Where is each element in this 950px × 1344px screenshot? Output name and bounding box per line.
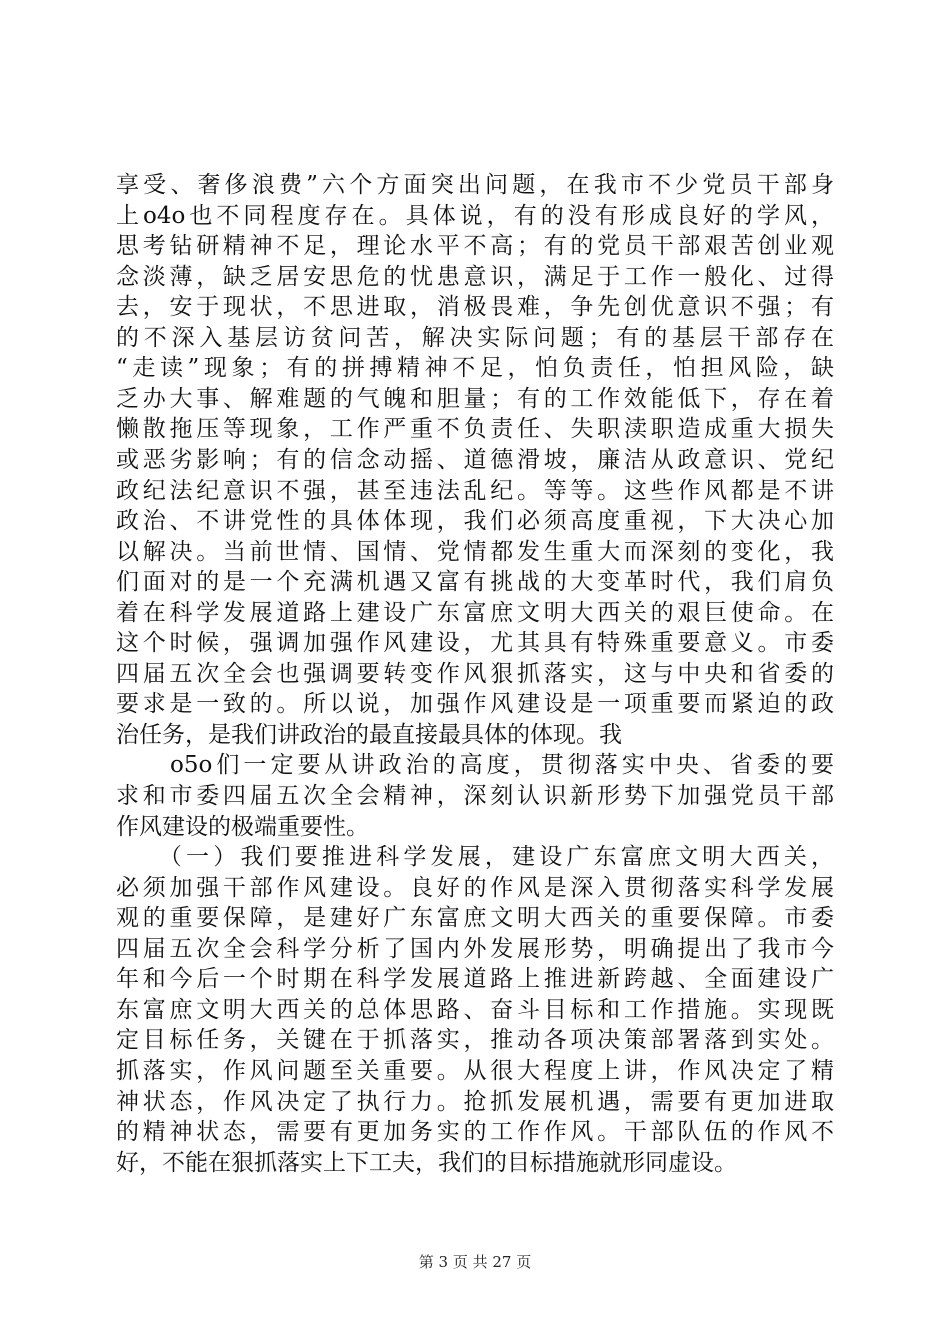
text-line: 作风建设的极端重要性。	[116, 814, 369, 840]
text-line: 乏办大事、解难题的气魄和胆量；有的工作效能低下，存在着	[116, 386, 834, 412]
text-line: 政治、不讲党性的具体体现，我们必须高度重视，下大决心加	[116, 508, 834, 534]
text-line: 着在科学发展道路上建设广东富庶文明大西关的艰巨使命。在	[116, 600, 834, 626]
text-line: 以解决。当前世情、国情、党情都发生重大而深刻的变化，我	[116, 539, 834, 565]
text-line: 或恶劣影响；有的信念动摇、道德滑坡，廉洁从政意识、党纪	[116, 447, 834, 473]
text-line: 的精神状态，需要有更加务实的工作作风。干部队伍的作风不	[116, 1119, 834, 1145]
text-line: 四届五次全会也强调要转变作风狠抓落实，这与中央和省委的	[116, 661, 834, 687]
text-line: 治任务，是我们讲政治的最直接最具体的体现。我	[116, 722, 622, 748]
text-line: 的不深入基层访贫问苦，解决实际问题；有的基层干部存在	[116, 325, 834, 351]
text-line: 求和市委四届五次全会精神，深刻认识新形势下加强党员干部	[116, 783, 834, 809]
text-line: 年和今后一个时期在科学发展道路上推进新跨越、全面建设广	[116, 966, 834, 992]
text-line: 思考钻研精神不足，理论水平不高；有的党员干部艰苦创业观	[116, 233, 834, 259]
text-line: 四届五次全会科学分析了国内外发展形势，明确提出了我市今	[116, 936, 834, 962]
text-line: 享受、奢侈浪费”六个方面突出问题，在我市不少党员干部身	[116, 172, 834, 198]
text-line: 定目标任务，关键在于抓落实，推动各项决策部署落到实处。	[116, 1027, 834, 1053]
text-line: 要求是一致的。所以说，加强作风建设是一项重要而紧迫的政	[116, 691, 834, 717]
text-line: “走读”现象；有的拼搏精神不足，怕负责任，怕担风险，缺	[116, 355, 834, 381]
text-line: 上o4o也不同程度存在。具体说，有的没有形成良好的学风，	[116, 203, 834, 229]
text-line: 东富庶文明大西关的总体思路、奋斗目标和工作措施。实现既	[116, 997, 834, 1023]
text-line: 神状态，作风决定了执行力。抢抓发展机遇，需要有更加进取	[116, 1089, 834, 1115]
text-line: 这个时候，强调加强作风建设，尤其具有特殊重要意义。市委	[116, 630, 834, 656]
text-line: （一）我们要推进科学发展，建设广东富庶文明大西关，	[116, 844, 834, 870]
text-line: 观的重要保障，是建好广东富庶文明大西关的重要保障。市委	[116, 905, 834, 931]
text-line: 懒散拖压等现象，工作严重不负责任、失职渎职造成重大损失	[116, 416, 834, 442]
text-line: 念淡薄，缺乏居安思危的忧患意识，满足于工作一般化、过得	[116, 264, 834, 290]
text-line: 去，安于现状，不思进取，消极畏难，争先创优意识不强；有	[116, 294, 834, 320]
text-line: o5o们一定要从讲政治的高度，贯彻落实中央、省委的要	[116, 752, 834, 778]
text-line: 们面对的是一个充满机遇又富有挑战的大变革时代，我们肩负	[116, 569, 834, 595]
text-line: 好，不能在狠抓落实上下工夫，我们的目标措施就形同虚设。	[116, 1150, 737, 1176]
page-footer: 第 3 页 共 27 页	[418, 1253, 532, 1271]
text-line: 政纪法纪意识不强，甚至违法乱纪。等等。这些作风都是不讲	[116, 478, 834, 504]
text-line: 抓落实，作风问题至关重要。从很大程度上讲，作风决定了精	[116, 1058, 834, 1084]
text-line: 必须加强干部作风建设。良好的作风是深入贯彻落实科学发展	[116, 875, 834, 901]
